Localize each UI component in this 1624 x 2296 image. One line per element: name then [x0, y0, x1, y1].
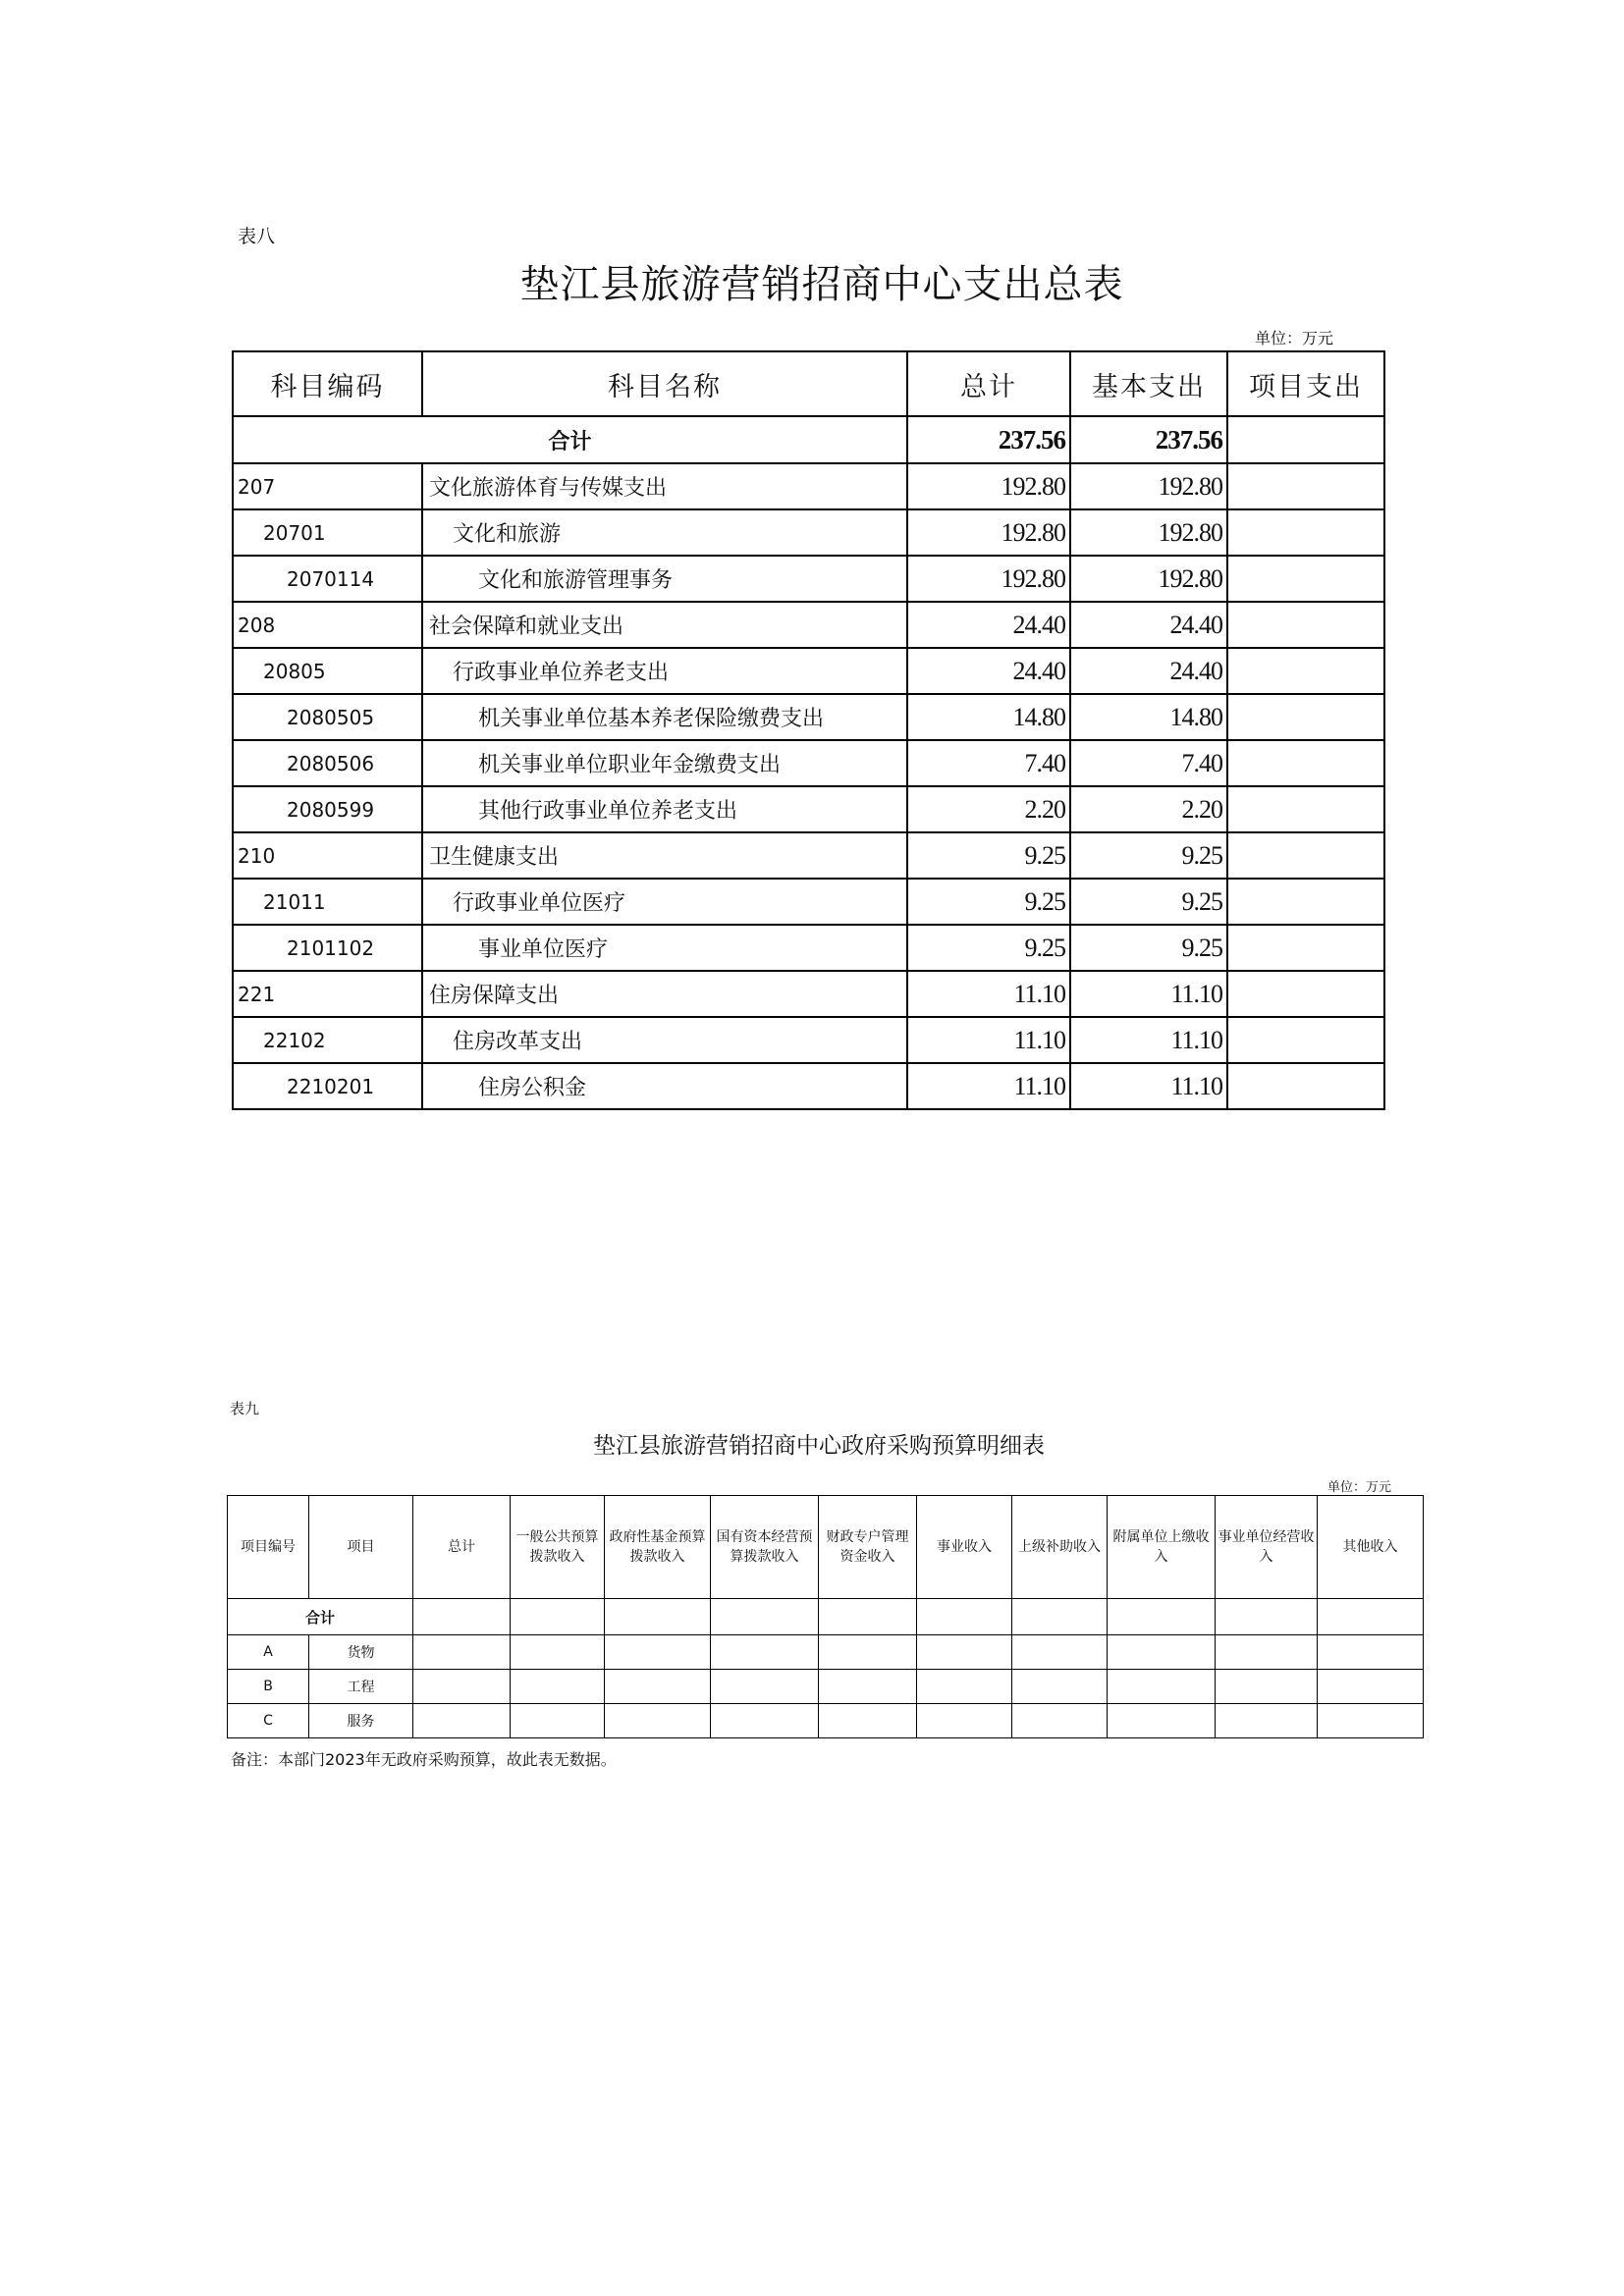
amount-project — [1227, 556, 1384, 602]
empty-cell — [605, 1704, 711, 1738]
table-row — [233, 971, 1384, 1017]
empty-cell — [1318, 1635, 1424, 1670]
header-basic-expenditure: 基本支出 — [1070, 351, 1227, 416]
subject-name: 机关事业单位基本养老保险缴费支出 — [422, 694, 907, 740]
table8-unit: 单位：万元 — [1255, 329, 1334, 347]
total-label: 合计 — [233, 416, 907, 463]
amount-total: 2.20 — [907, 786, 1070, 832]
amount-project — [1227, 463, 1384, 509]
subject-name: 社会保障和就业支出 — [422, 602, 907, 648]
amount-total: 14.80 — [907, 694, 1070, 740]
table9-header-cell: 总计 — [413, 1496, 511, 1599]
empty-cell — [1318, 1670, 1424, 1704]
amount-basic: 24.40 — [1070, 648, 1227, 694]
amount-total: 192.80 — [907, 463, 1070, 509]
subject-code: 22102 — [233, 1017, 422, 1063]
amount-project — [1227, 925, 1384, 971]
amount-project — [1227, 740, 1384, 786]
empty-cell — [1108, 1635, 1216, 1670]
table-row — [233, 925, 1384, 971]
procurement-budget-table — [227, 1495, 1424, 1738]
amount-project — [1227, 786, 1384, 832]
amount-basic: 11.10 — [1070, 1063, 1227, 1109]
empty-cell — [413, 1635, 511, 1670]
subject-name: 其他行政事业单位养老支出 — [422, 786, 907, 832]
empty-cell — [605, 1635, 711, 1670]
amount-total: 11.10 — [907, 1063, 1070, 1109]
amount-basic: 192.80 — [1070, 556, 1227, 602]
subject-name: 卫生健康支出 — [422, 832, 907, 879]
subject-name: 住房改革支出 — [422, 1017, 907, 1063]
subject-name: 文化和旅游 — [422, 509, 907, 556]
table-row — [233, 1063, 1384, 1109]
amount-total: 192.80 — [907, 509, 1070, 556]
table-row — [228, 1704, 1424, 1738]
table9-header-cell: 国有资本经营预算拨款收入 — [711, 1496, 819, 1599]
table9-header-cell: 事业单位经营收入 — [1216, 1496, 1318, 1599]
subject-code: 210 — [233, 832, 422, 879]
table-row — [233, 832, 1384, 879]
table8-title: 垫江县旅游营销招商中心支出总表 — [519, 262, 1124, 307]
total-basic: 237.56 — [1070, 416, 1227, 463]
table-row — [233, 648, 1384, 694]
subject-name: 行政事业单位养老支出 — [422, 648, 907, 694]
table9-title: 垫江县旅游营销招商中心政府采购预算明细表 — [593, 1433, 1045, 1459]
table9-note: 备注：本部门2023年无政府采购预算，故此表无数据。 — [231, 1750, 617, 1769]
expenditure-summary-table — [232, 350, 1385, 1110]
table9-header-cell: 上级补助收入 — [1012, 1496, 1108, 1599]
subject-name: 文化旅游体育与传媒支出 — [422, 463, 907, 509]
table8-header-row — [233, 351, 1384, 416]
table9-header-cell: 附属单位上缴收入 — [1108, 1496, 1216, 1599]
amount-total: 7.40 — [907, 740, 1070, 786]
amount-total: 192.80 — [907, 556, 1070, 602]
table-row — [228, 1635, 1424, 1670]
item-code: C — [228, 1704, 309, 1738]
empty-cell — [1012, 1704, 1108, 1738]
amount-project — [1227, 648, 1384, 694]
header-total: 总计 — [907, 351, 1070, 416]
empty-cell — [711, 1635, 819, 1670]
subject-code: 2080599 — [233, 786, 422, 832]
table-row — [233, 556, 1384, 602]
amount-project — [1227, 694, 1384, 740]
subject-name: 机关事业单位职业年金缴费支出 — [422, 740, 907, 786]
empty-cell — [819, 1599, 917, 1635]
subject-code: 2210201 — [233, 1063, 422, 1109]
subject-name: 住房保障支出 — [422, 971, 907, 1017]
amount-basic: 2.20 — [1070, 786, 1227, 832]
table9-header-cell: 项目编号 — [228, 1496, 309, 1599]
empty-cell — [711, 1670, 819, 1704]
table8-caption: 表八 — [238, 226, 276, 247]
empty-cell — [605, 1599, 711, 1635]
table9-header-cell: 财政专户管理资金收入 — [819, 1496, 917, 1599]
empty-cell — [1108, 1704, 1216, 1738]
amount-basic: 24.40 — [1070, 602, 1227, 648]
empty-cell — [917, 1635, 1012, 1670]
amount-basic: 192.80 — [1070, 463, 1227, 509]
table9-caption: 表九 — [230, 1400, 260, 1417]
empty-cell — [819, 1670, 917, 1704]
empty-cell — [917, 1704, 1012, 1738]
table-row — [228, 1670, 1424, 1704]
table9-header-row — [228, 1496, 1424, 1599]
subject-name: 事业单位医疗 — [422, 925, 907, 971]
table9-header-cell: 其他收入 — [1318, 1496, 1424, 1599]
item-code: B — [228, 1670, 309, 1704]
table9-total-label: 合计 — [228, 1599, 413, 1635]
empty-cell — [413, 1599, 511, 1635]
empty-cell — [1318, 1599, 1424, 1635]
amount-basic: 9.25 — [1070, 879, 1227, 925]
empty-cell — [413, 1704, 511, 1738]
amount-basic: 7.40 — [1070, 740, 1227, 786]
empty-cell — [711, 1704, 819, 1738]
amount-total: 11.10 — [907, 1017, 1070, 1063]
table9-header-cell: 事业收入 — [917, 1496, 1012, 1599]
empty-cell — [1318, 1704, 1424, 1738]
amount-project — [1227, 509, 1384, 556]
amount-total: 11.10 — [907, 971, 1070, 1017]
subject-code: 20805 — [233, 648, 422, 694]
subject-name: 行政事业单位医疗 — [422, 879, 907, 925]
empty-cell — [1108, 1670, 1216, 1704]
amount-total: 24.40 — [907, 602, 1070, 648]
empty-cell — [1216, 1670, 1318, 1704]
table8-total-row — [233, 416, 1384, 463]
amount-basic: 11.10 — [1070, 971, 1227, 1017]
empty-cell — [1012, 1670, 1108, 1704]
amount-project — [1227, 832, 1384, 879]
amount-project — [1227, 1017, 1384, 1063]
amount-basic: 9.25 — [1070, 925, 1227, 971]
item-name: 货物 — [309, 1635, 413, 1670]
table9-header-cell: 政府性基金预算拨款收入 — [605, 1496, 711, 1599]
amount-project — [1227, 879, 1384, 925]
amount-project — [1227, 971, 1384, 1017]
total-amount: 237.56 — [907, 416, 1070, 463]
amount-total: 9.25 — [907, 832, 1070, 879]
table-row — [233, 694, 1384, 740]
amount-total: 24.40 — [907, 648, 1070, 694]
subject-code: 2080506 — [233, 740, 422, 786]
table-row — [233, 740, 1384, 786]
subject-code: 2080505 — [233, 694, 422, 740]
header-subject-code: 科目编码 — [233, 351, 422, 416]
amount-basic: 9.25 — [1070, 832, 1227, 879]
header-subject-name: 科目名称 — [422, 351, 907, 416]
total-project — [1227, 416, 1384, 463]
subject-code: 221 — [233, 971, 422, 1017]
empty-cell — [1216, 1599, 1318, 1635]
subject-code: 2101102 — [233, 925, 422, 971]
empty-cell — [1108, 1599, 1216, 1635]
subject-code: 2070114 — [233, 556, 422, 602]
empty-cell — [605, 1670, 711, 1704]
subject-code: 208 — [233, 602, 422, 648]
subject-code: 21011 — [233, 879, 422, 925]
empty-cell — [1216, 1635, 1318, 1670]
table-row — [233, 1017, 1384, 1063]
empty-cell — [917, 1670, 1012, 1704]
table9-header-cell: 项目 — [309, 1496, 413, 1599]
item-code: A — [228, 1635, 309, 1670]
subject-code: 20701 — [233, 509, 422, 556]
amount-basic: 192.80 — [1070, 509, 1227, 556]
amount-total: 9.25 — [907, 879, 1070, 925]
amount-project — [1227, 602, 1384, 648]
empty-cell — [1012, 1635, 1108, 1670]
amount-basic: 14.80 — [1070, 694, 1227, 740]
empty-cell — [511, 1635, 605, 1670]
empty-cell — [819, 1635, 917, 1670]
subject-code: 207 — [233, 463, 422, 509]
empty-cell — [511, 1670, 605, 1704]
empty-cell — [413, 1670, 511, 1704]
empty-cell — [1012, 1599, 1108, 1635]
amount-project — [1227, 1063, 1384, 1109]
subject-name: 文化和旅游管理事务 — [422, 556, 907, 602]
empty-cell — [917, 1599, 1012, 1635]
item-name: 服务 — [309, 1704, 413, 1738]
subject-name: 住房公积金 — [422, 1063, 907, 1109]
table-row — [233, 879, 1384, 925]
table-row — [233, 786, 1384, 832]
header-project-expenditure: 项目支出 — [1227, 351, 1384, 416]
table-row — [233, 509, 1384, 556]
table9-unit: 单位：万元 — [1327, 1480, 1392, 1495]
empty-cell — [711, 1599, 819, 1635]
amount-basic: 11.10 — [1070, 1017, 1227, 1063]
empty-cell — [511, 1704, 605, 1738]
empty-cell — [1216, 1704, 1318, 1738]
empty-cell — [511, 1599, 605, 1635]
amount-total: 9.25 — [907, 925, 1070, 971]
table9-total-row — [228, 1599, 1424, 1635]
item-name: 工程 — [309, 1670, 413, 1704]
table9-header-cell: 一般公共预算拨款收入 — [511, 1496, 605, 1599]
table-row — [233, 463, 1384, 509]
table-row — [233, 602, 1384, 648]
empty-cell — [819, 1704, 917, 1738]
